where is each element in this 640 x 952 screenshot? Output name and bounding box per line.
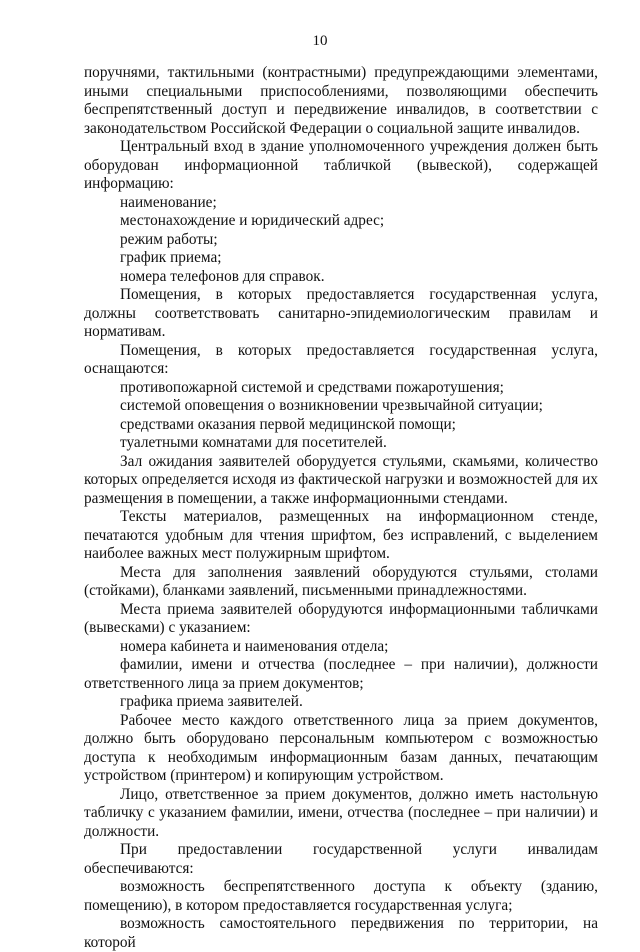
page-number: 10 — [312, 33, 328, 49]
paragraph: Зал ожидания заявителей оборудуется стульями, скамьями, количество которых определяется исходя из фактической нагрузки и возможностей для их размещения в помещении, а также информационными стендами. — [84, 452, 598, 507]
paragraph: противопожарной системой и средствами пожаротушения; — [120, 378, 504, 396]
paragraph: Помещения, в которых предоставляется государственная услуга, оснащаются: — [84, 341, 598, 377]
paragraph: номера телефонов для справок. — [120, 267, 325, 285]
document-body — [84, 64, 598, 952]
paragraph: фамилии, имени и отчества (последнее – при наличии), должности ответственного лица за прием документов; — [84, 656, 598, 692]
paragraph: графика приема заявителей. — [120, 693, 303, 710]
paragraph: наименование; — [120, 193, 217, 211]
paragraph: местонахождение и юридический адрес; — [120, 212, 385, 229]
paragraph: поручнями, тактильными (контрастными) предупреждающими элементами, иными специальными приспособлениями, позволяющими обеспечить беспрепятственный доступ и передвижение инвалидов, в соответствии с законодательством Российской Федерации о социальной защите инвалидов. — [84, 64, 598, 137]
paragraph: Тексты материалов, размещенных на информационном стенде, печатаются удобным для чтения шрифтом, без исправлений, с выделением наиболее важных мест полужирным шрифтом. — [84, 508, 598, 562]
paragraph: режим работы; — [120, 230, 218, 248]
paragraph: системой оповещения о возникновении чрезвычайной ситуации; — [120, 397, 543, 414]
paragraph: Места для заполнения заявлений оборудуются стульями, столами (стойками), бланками заявлений, письменными принадлежностями. — [84, 563, 598, 599]
paragraph: Помещения, в которых предоставляется государственная услуга, должны соответствовать санитарно-эпидемиологическим правилам и нормативам. — [84, 286, 598, 340]
paragraph: При предоставлении государственной услуги инвалидам обеспечиваются: — [84, 841, 598, 877]
paragraph: номера кабинета и наименования отдела; — [120, 637, 389, 655]
paragraph: Лицо, ответственное за прием документов, должно иметь настольную табличку с указанием фамилии, имени, отчества (последнее – при наличии) и должности. — [84, 785, 598, 840]
paragraph: возможность беспрепятственного доступа к объекту (зданию, помещению), в котором предоставляется государственная услуга; — [84, 878, 598, 914]
paragraph: средствами оказания первой медицинской помощи; — [120, 415, 456, 433]
paragraph: Центральный вход в здание уполномоченного учреждения должен быть оборудован информационной табличкой (вывеской), содержащей информацию: — [84, 138, 598, 192]
paragraph: Рабочее место каждого ответственного лица за прием документов, должно быть оборудовано персональным компьютером с возможностью доступа к необходимым информационным базам данных, печатающим устройством (принтером) и копирующим устройством. — [84, 711, 598, 784]
paragraph: возможность самостоятельного передвижения по территории, на которой — [84, 915, 598, 951]
paragraph: Места приема заявителей оборудуются информационными табличками (вывесками) с указанием: — [84, 600, 598, 636]
paragraph: туалетными комнатами для посетителей. — [120, 434, 387, 451]
paragraph: график приема; — [120, 249, 222, 266]
